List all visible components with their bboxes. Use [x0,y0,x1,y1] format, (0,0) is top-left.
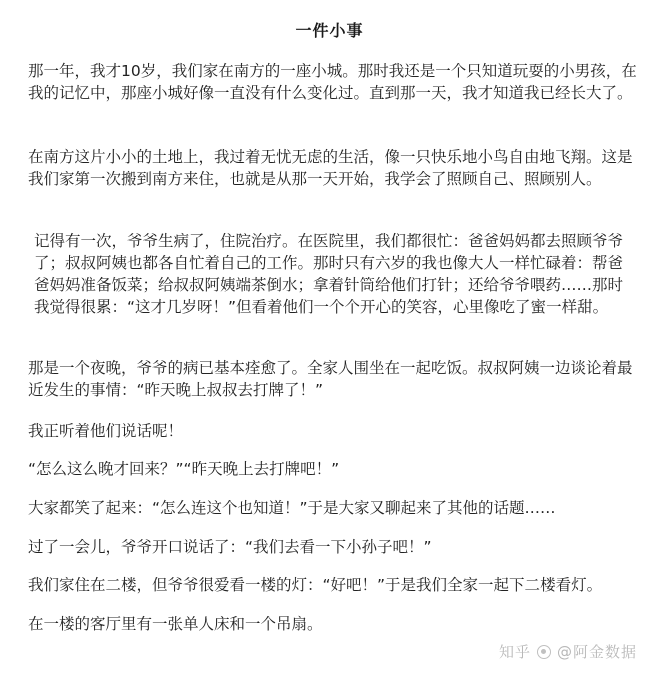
watermark-platform: 知乎 [498,643,531,661]
paragraph-4: 那是一个夜晚，爷爷的病已基本痊愈了。全家人围坐在一起吃饭。叔叔阿姨一边谈论着最近发生的事情：“昨天晚上叔叔去打牌了！” [28,359,633,399]
document-title: 一件小事 [295,21,364,40]
paragraph-5: 我正听着他们说话呢！ [28,422,184,440]
paragraph-1: 那一年，我才10岁，我们家在南方的一座小城。那时我还是一个只知道玩耍的小男孩，在我的记忆中，那座小城好像一直没有什么变化过。直到那一天，我才知道我已经长大了。 [28,62,637,102]
at-icon [537,645,551,659]
zhihu-watermark [499,641,637,662]
paragraph-6: “怎么这么晚才回来？”“昨天晚上去打牌吧！” [28,460,340,478]
paragraph-2 [28,146,638,190]
paragraph-3: 记得有一次，爷爷生病了，住院治疗。在医院里，我们都很忙：爸爸妈妈都去照顾爷爷了；叔叔阿姨也都各自忙着自己的工作。那时只有六岁的我也像大人一样忙碌着：帮爸爸妈妈准备饭菜；给叔叔阿姨端茶倒水；拿着针筒给他们打针；还给爷爷喂药……那时我觉得很累：“这才几岁呀！”但看着他们一个个开心的笑容，心里像吃了蜜一样甜。 [34,232,624,316]
paragraph-2-text: 在南方这片小小的土地上，我过着无忧无虑的生活，像一只快乐地小鸟自由地飞翔。这是我们家第一次搬到南方来住，也就是从那一天开始，我学会了照顾自己、照顾别人。 [28,148,633,188]
paragraph-10: 在一楼的客厅里有一张单人床和一个吊扇。 [28,615,323,633]
paragraph-7: 大家都笑了起来：“怎么连这个也知道！”于是大家又聊起来了其他的话题…… [28,499,556,517]
paragraph-9: 我们家住在二楼，但爷爷很爱看一楼的灯：“好吧！”于是我们全家一起下二楼看灯。 [28,576,603,594]
paragraph-8: 过了一会儿，爷爷开口说话了：“我们去看一下小孙子吧！” [28,538,432,556]
watermark-author: @阿金数据 [556,643,637,661]
